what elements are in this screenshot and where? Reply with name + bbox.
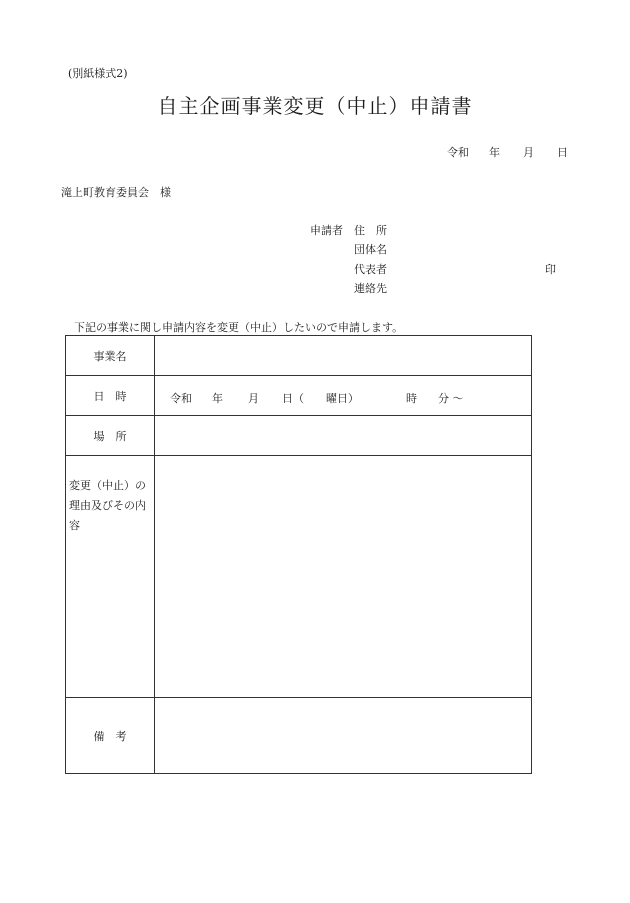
date-day: 日 [557, 146, 568, 159]
address-label: 住 所 [354, 224, 387, 237]
applicant-heading: 申請者 [310, 224, 343, 237]
remarks-label: 備 考 [66, 698, 155, 773]
date-month: 月 [523, 146, 534, 159]
datetime-year: 年 [212, 392, 223, 405]
seal-label: 印 [545, 263, 556, 276]
date-year: 年 [489, 146, 500, 159]
datetime-era: 令和 [170, 392, 192, 405]
table-row-event-name [66, 336, 531, 375]
form-code: (別紙様式2) [68, 67, 128, 80]
page-title: 自主企画事業変更（中止）申請書 [157, 94, 473, 118]
datetime-label: 日 時 [66, 376, 155, 415]
datetime-minute: 分 ～ [438, 392, 464, 405]
reason-label: 変更（中止）の理由及びその内容 [66, 456, 155, 697]
datetime-month: 月 [248, 392, 259, 405]
addressee: 滝上町教育委員会 様 [61, 186, 171, 199]
representative-label: 代表者 [354, 263, 387, 276]
datetime-weekday: 曜日） [326, 392, 359, 405]
place-label: 場 所 [66, 416, 155, 455]
group-name-label: 団体名 [354, 243, 387, 256]
table-row-reason [66, 455, 531, 697]
place-field[interactable] [155, 416, 531, 455]
table-row-remarks [66, 697, 531, 773]
table-row-place [66, 415, 531, 455]
reason-field[interactable] [155, 456, 531, 697]
table-row-datetime [66, 375, 531, 415]
event-name-field[interactable] [155, 336, 531, 375]
contact-label: 連絡先 [354, 282, 387, 295]
datetime-day: 日（ [282, 392, 304, 405]
date-era: 令和 [447, 146, 469, 159]
remarks-field[interactable] [155, 698, 531, 773]
intro-text: 下記の事業に関し申請内容を変更（中止）したいので申請します。 [74, 321, 404, 334]
application-table [65, 335, 532, 774]
datetime-field[interactable] [155, 376, 531, 415]
datetime-hour: 時 [406, 392, 417, 405]
event-name-label: 事業名 [66, 336, 155, 375]
